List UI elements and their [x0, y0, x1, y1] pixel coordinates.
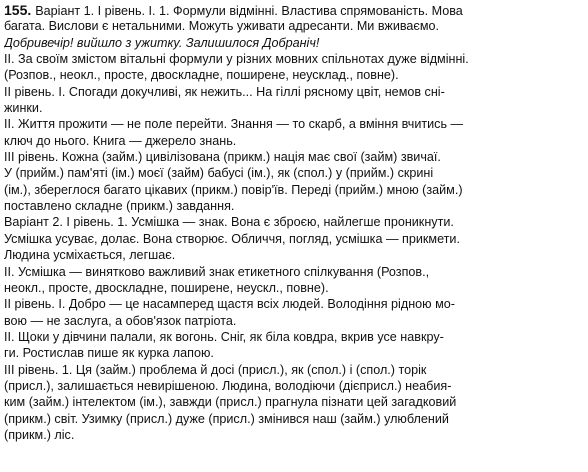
text-line-16 [4, 247, 584, 263]
text-line-27-content: (прикм.) ліс. [4, 427, 75, 442]
text-line-11 [4, 165, 584, 181]
text-line-12 [4, 182, 584, 198]
exercise-number: 155. [4, 2, 32, 18]
text-line-8 [4, 116, 584, 132]
text-line-17-content: II. Усмішка — винятково важливий знак етикетного спілкування (Розпов., [4, 264, 430, 279]
text-line-23-content: III рівень. 1. Ця (займ.) проблема й досі (присл.), як (спол.) і (спол.) торік [4, 362, 427, 377]
text-line-22 [4, 345, 584, 361]
text-line-27 [4, 427, 584, 443]
text-line-4 [4, 51, 584, 67]
text-line-18 [4, 280, 584, 296]
text-line-25-content: ким (займ.) інтелектом (ім.), завжди (присл.) прагнула пізнати цей загадковий [4, 395, 457, 410]
text-line-3-content: Добривечір! вийшло з ужитку. Залишилося Добраніч! [4, 35, 320, 50]
text-line-5-content: (Розпов., неокл., просте, двоскладне, поширене, неусклад., повне). [4, 68, 399, 83]
text-line-15 [4, 231, 584, 247]
text-line-4-content: II. За своїм змістом вітальні формули у різних мовних спільнотах дуже відмінні. [4, 52, 469, 67]
text-line-16-content: Людина усміхається, легшає. [4, 248, 176, 263]
text-line-22-content: ги. Ростислав пише як курка лапою. [4, 346, 214, 361]
exercise-155 [4, 2, 584, 470]
text-line-21 [4, 329, 584, 345]
text-line-7-content: жинки. [4, 101, 43, 116]
text-line-13-content: поставлено складне (прикм.) завдання. [4, 199, 235, 214]
text-line-2 [4, 18, 584, 34]
text-line-20-content: вою — не заслуга, а обов'язок патріота. [4, 313, 237, 328]
text-line-17 [4, 264, 584, 280]
text-line-11-content: У (прийм.) пам'яті (ім.) моєї (займ) бабусі (ім.), як (спол.) у (прийм.) скрині [4, 166, 434, 181]
text-line-24-content: (присл.), залишається невирішеною. Людина, володіючи (дієприсл.) неабия- [4, 378, 452, 393]
text-line-10 [4, 149, 584, 165]
text-line-5 [4, 67, 584, 83]
text-line-21-content: II. Щоки у дівчини палали, як вогонь. Сніг, як біла ковдра, вкрив усе навкру- [4, 329, 444, 344]
text-line-1 [4, 2, 584, 18]
text-line-23 [4, 362, 584, 378]
text-line-12-content: (ім.), збереглося багато цікавих (прикм.) повір'їв. Переді (прийм.) мною (займ.) [4, 182, 463, 197]
text-line-7 [4, 100, 584, 116]
text-line-14-content: Варіант 2. I рівень. 1. Усмішка — знак. Вона є зброєю, найлегше проникнути. [4, 215, 454, 230]
text-line-8-content: II. Життя прожити — не поле перейти. Знання — то скарб, а вміння вчитись — [4, 117, 464, 132]
text-line-1-content: Варіант 1. I рівень. I. 1. Формули відмінні. Властива спрямованість. Мова [35, 4, 463, 18]
text-line-18-content: неокл., просте, двоскладне, поширене, неускл., повне). [4, 280, 329, 295]
text-line-14 [4, 214, 584, 230]
text-line-20 [4, 313, 584, 329]
text-line-19-content: II рівень. I. Добро — це насамперед щастя всіх людей. Володіння рідною мо- [4, 297, 455, 312]
text-line-3 [4, 35, 584, 51]
text-line-6-content: II рівень. I. Спогади докучливі, як нежить... На гіллі рясному цвіт, немов сні- [4, 84, 445, 99]
text-line-9-content: ключ до нього. Книга — джерело знань. [4, 133, 237, 148]
text-line-9 [4, 133, 584, 149]
text-line-26 [4, 411, 584, 427]
text-line-13 [4, 198, 584, 214]
text-line-6 [4, 84, 584, 100]
text-line-25 [4, 394, 584, 410]
text-line-10-content: III рівень. Кожна (займ.) цивілізована (прикм.) нація має свої (займ) звичаї. [4, 150, 441, 165]
text-line-19 [4, 296, 584, 312]
text-line-24 [4, 378, 584, 394]
text-line-26-content: (прикм.) світ. Узимку (присл.) дуже (присл.) змінився наш (займ.) улюблений [4, 411, 449, 426]
text-line-2-content: багата. Вислови є нетальними. Можуть уживати адресанти. Ми вживаємо. [4, 19, 439, 34]
text-line-15-content: Усмішка усуває, долає. Вона створює. Обличчя, погляд, усмішка — прикмети. [4, 231, 460, 246]
